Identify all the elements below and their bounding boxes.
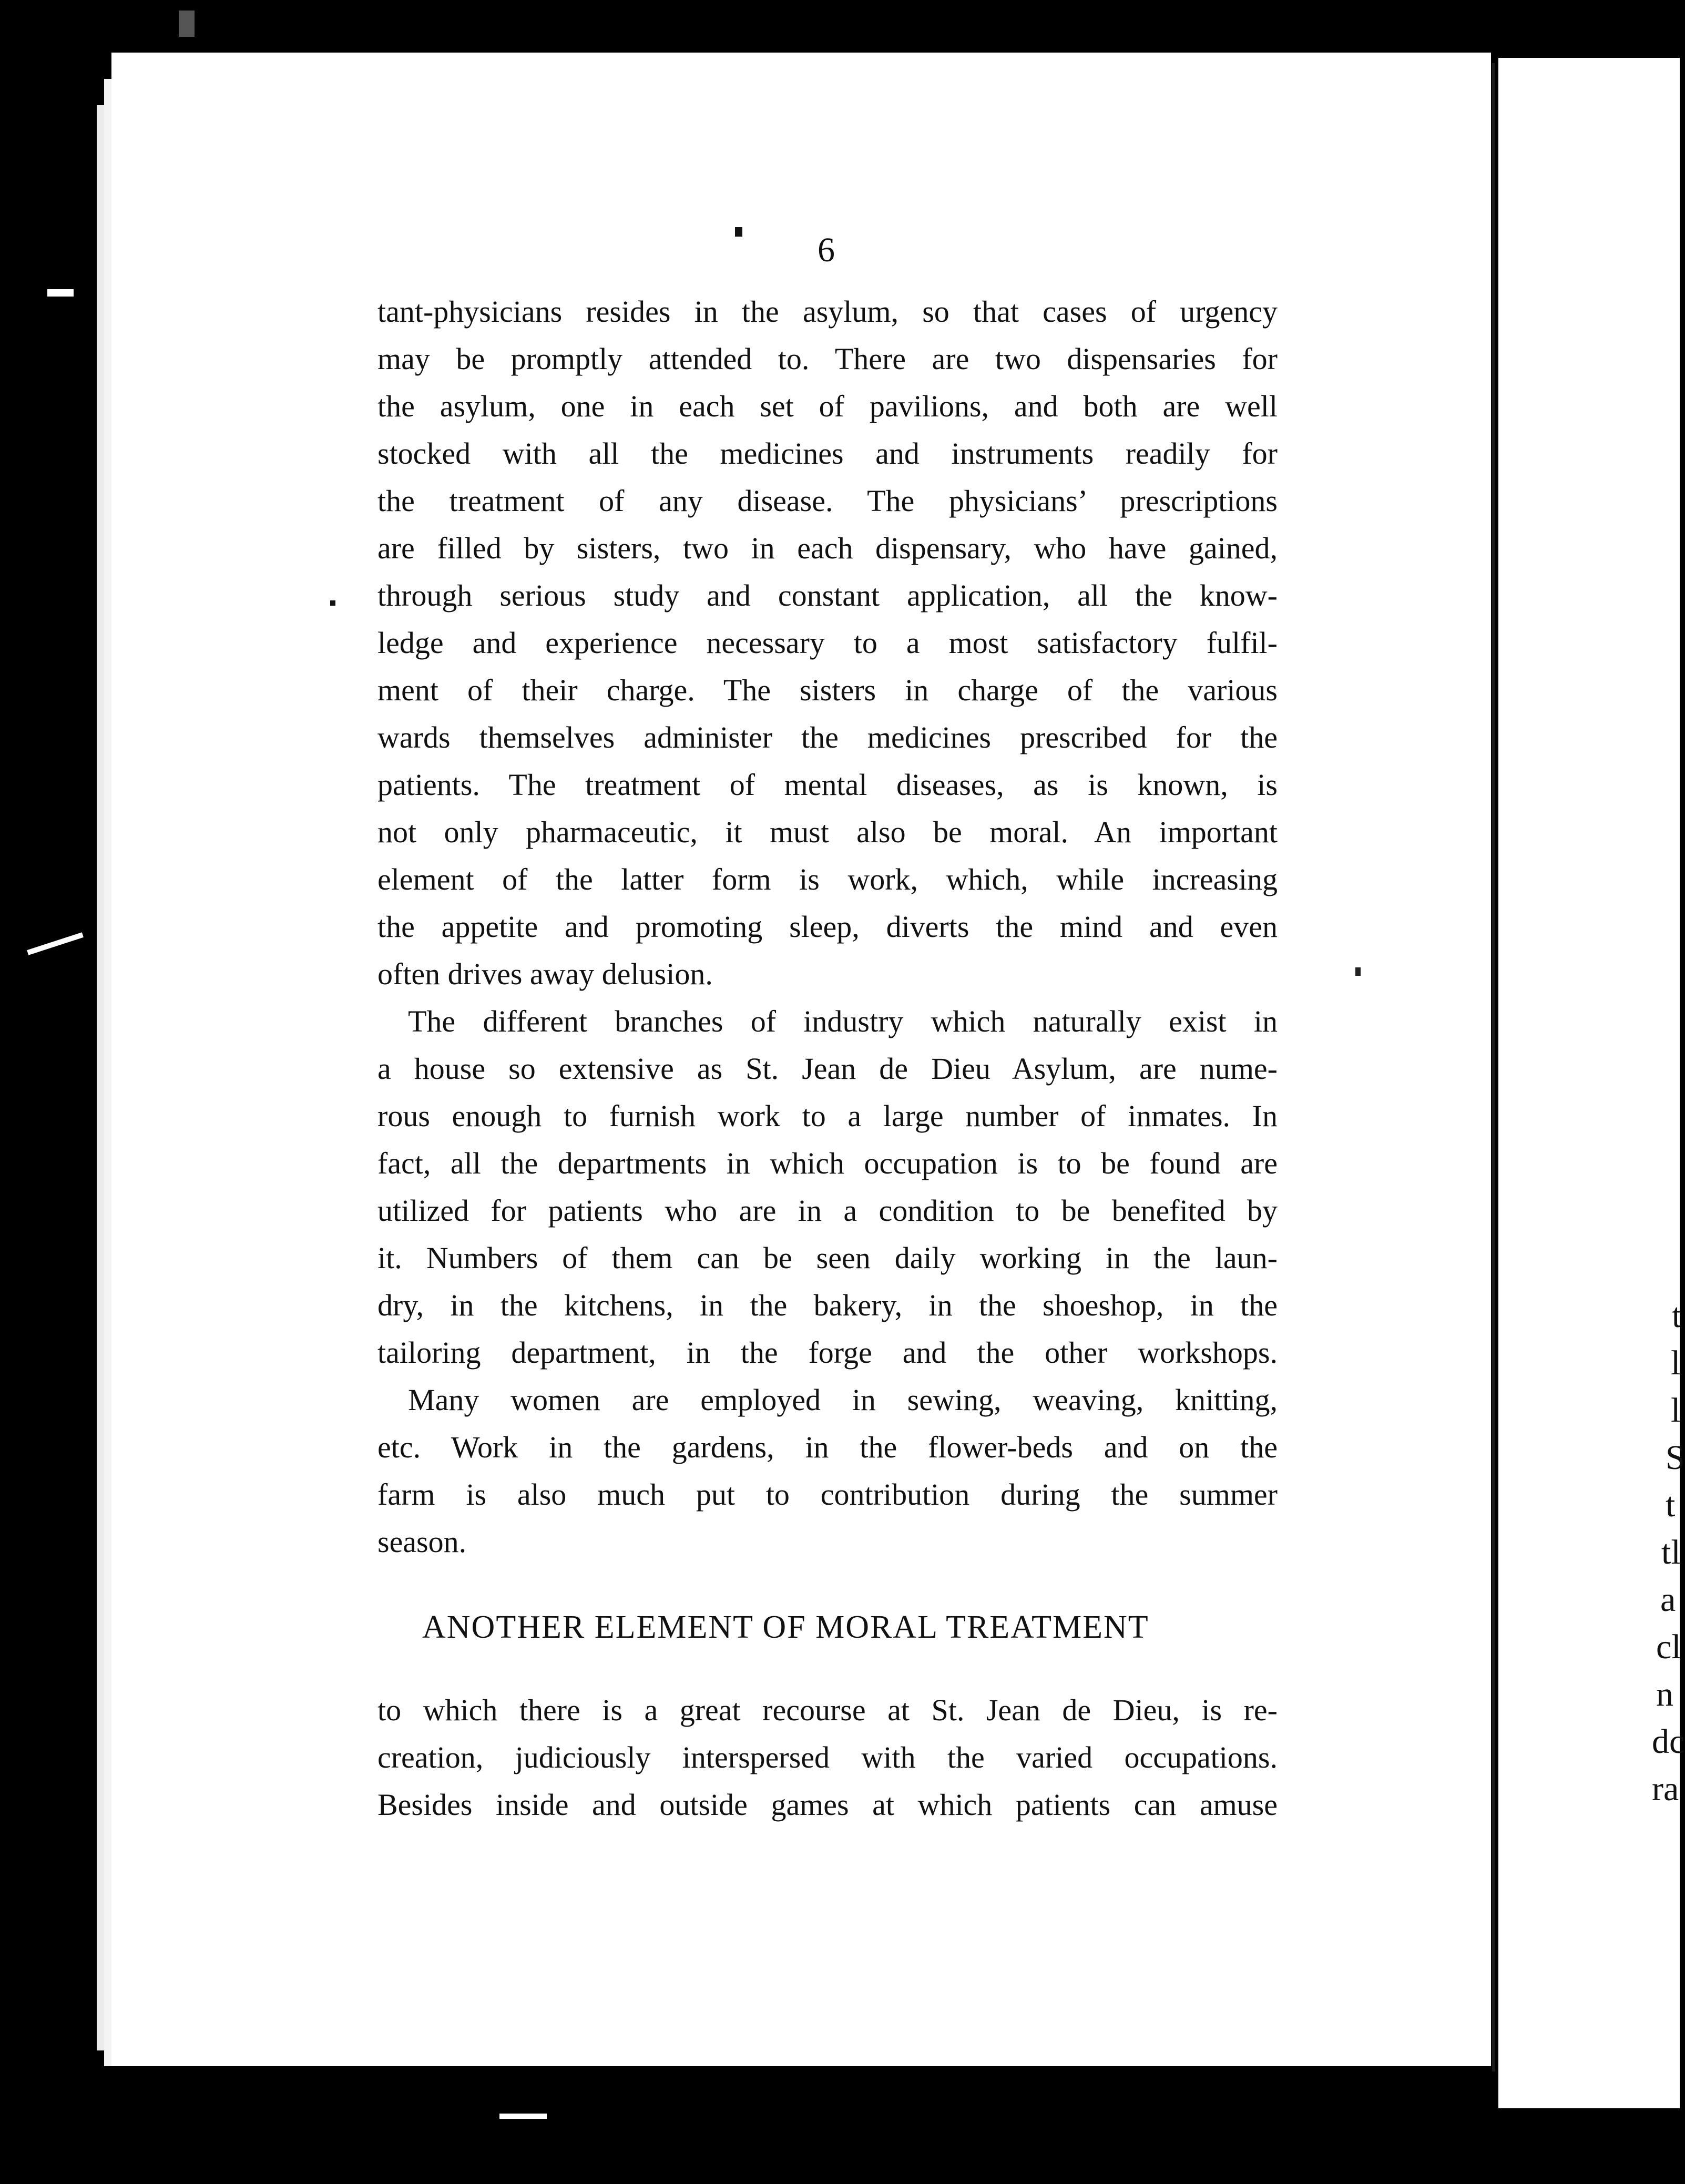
body-text-continued: [377, 1687, 1278, 1829]
text-line: it. Numbers of them can be seen daily working in the laun-: [377, 1241, 1278, 1275]
text-line: etc. Work in the gardens, in the flower-beds and on the: [377, 1430, 1278, 1464]
gutter-shadow: [1492, 63, 1495, 2071]
text-line: a house so extensive as St. Jean de Dieu Asylum, are nume-: [377, 1052, 1278, 1086]
page-stack-edge: [97, 105, 104, 2050]
facing-page-fragment: t: [1672, 1297, 1682, 1335]
paragraph: [377, 998, 1278, 1376]
text-line: are filled by sisters, two in each dispensary, who have gained,: [377, 531, 1278, 565]
text-line: tailoring department, in the forge and the other workshops.: [377, 1335, 1278, 1370]
facing-page-fragment: t: [1666, 1486, 1676, 1524]
text-line: creation, judiciously interspersed with the varied occupations.: [377, 1740, 1278, 1774]
paragraph: [377, 1376, 1278, 1566]
scan-speck: [499, 2114, 547, 2119]
text-line: not only pharmaceutic, it must also be moral. An important: [377, 815, 1278, 849]
scan-speck: [47, 289, 74, 297]
text-line: the asylum, one in each set of pavilions, and both are well: [377, 389, 1278, 423]
text-line: stocked with all the medicines and instruments readily for: [377, 436, 1278, 471]
text-line: fact, all the departments in which occupation is to be found are: [377, 1146, 1278, 1180]
facing-page-fragment: S: [1666, 1438, 1685, 1477]
facing-page-fragment: ra: [1652, 1770, 1679, 1808]
facing-page-fragment: tl: [1661, 1533, 1681, 1571]
facing-page-fragment: a: [1660, 1580, 1676, 1619]
page-stack-edge: [104, 79, 111, 2066]
text-line: the appetite and promoting sleep, diverts the mind and even: [377, 910, 1278, 944]
text-line: farm is also much put to contribution during the summer: [377, 1477, 1278, 1512]
scan-speck: [1355, 967, 1361, 976]
scan-speck: [27, 932, 84, 955]
text-line: patients. The treatment of mental diseases, as is known, is: [377, 768, 1278, 802]
facing-page-fragment: dc: [1652, 1722, 1685, 1761]
scan-speck: [179, 11, 195, 37]
facing-page-fragment: cl: [1656, 1628, 1681, 1666]
text-line: Many women are employed in sewing, weaving, knitting,: [408, 1383, 1278, 1417]
scan-speck: [330, 600, 335, 606]
facing-page-fragment: l: [1671, 1391, 1681, 1430]
facing-page-fragment: l: [1671, 1344, 1681, 1382]
text-line: through serious study and constant application, all the know-: [377, 578, 1278, 613]
page-number: 6: [818, 231, 835, 269]
text-line: tant-physicians resides in the asylum, so that cases of urgency: [377, 294, 1278, 329]
text-line: may be promptly attended to. There are two dispensaries for: [377, 342, 1278, 376]
scan-speck: [735, 227, 742, 237]
text-line: utilized for patients who are in a condition to be benefited by: [377, 1193, 1278, 1228]
text-line: rous enough to furnish work to a large number of inmates. In: [377, 1099, 1278, 1133]
text-line: wards themselves administer the medicines prescribed for the: [377, 720, 1278, 754]
text-line: element of the latter form is work, which, while increasing: [377, 862, 1278, 896]
text-line: dry, in the kitchens, in the bakery, in the shoeshop, in the: [377, 1288, 1278, 1322]
text-line: Besides inside and outside games at which patients can amuse: [377, 1788, 1278, 1822]
text-line: season.: [377, 1525, 467, 1559]
text-line: often drives away delusion.: [377, 957, 713, 991]
body-text: [377, 288, 1278, 1566]
text-line: to which there is a great recourse at St. Jean de Dieu, is re-: [377, 1693, 1278, 1727]
text-line: the treatment of any disease. The physicians’ prescriptions: [377, 484, 1278, 518]
paragraph: [377, 1687, 1278, 1829]
section-heading: ANOTHER ELEMENT OF MORAL TREATMENT: [422, 1609, 1149, 1645]
text-line: The different branches of industry which naturally exist in: [408, 1004, 1278, 1038]
text-line: ledge and experience necessary to a most satisfactory fulfil-: [377, 626, 1278, 660]
paragraph: [377, 288, 1278, 998]
text-line: ment of their charge. The sisters in charge of the various: [377, 673, 1278, 707]
facing-page-fragment: n: [1656, 1675, 1673, 1713]
